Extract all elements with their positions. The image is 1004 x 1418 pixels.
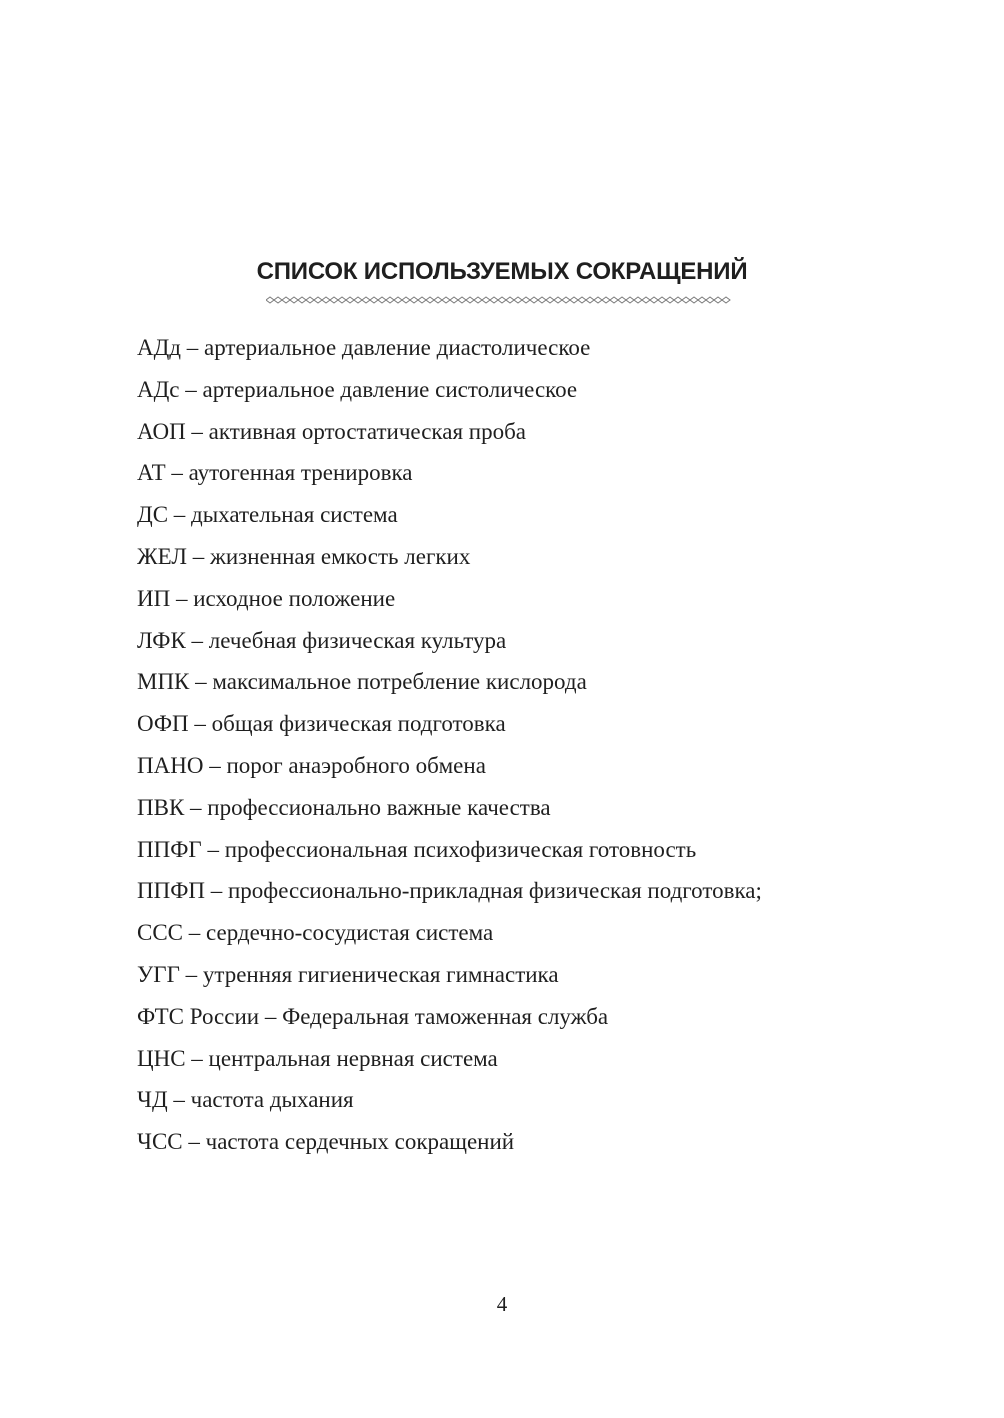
ornament-diamond [418, 297, 426, 303]
ornament-diamond [554, 297, 562, 303]
ornament-diamond [282, 297, 290, 303]
ornament-diamond [706, 297, 714, 303]
page-number: 4 [496, 1292, 508, 1316]
ornament-diamond [506, 297, 514, 303]
ornament-diamond [314, 297, 322, 303]
ornament-diamond [458, 297, 466, 303]
list-item: АДд – артериальное давление диастолическое [137, 335, 591, 360]
ornament-diamond [578, 297, 586, 303]
heading-ornament [266, 293, 736, 307]
list-item: ЛФК – лечебная физическая культура [137, 627, 507, 653]
ornament-diamond [394, 297, 402, 303]
ornament-diamond [714, 297, 722, 303]
ornament-diamond [610, 297, 618, 303]
ornament-diamond [522, 297, 530, 303]
ornament-diamond [362, 297, 370, 303]
list-item: ДС – дыхательная система [137, 502, 398, 528]
list-item: ППФГ – профессиональная психофизическая готовность [137, 836, 697, 862]
list-item: ССС – сердечно-сосудистая система [137, 920, 494, 946]
ornament-diamond [370, 297, 378, 303]
ornament-diamond [386, 297, 394, 303]
ornament-diamond [322, 297, 330, 303]
ornament-diamond [482, 297, 490, 303]
ornament-diamond [586, 297, 594, 303]
ornament-diamond [658, 297, 666, 303]
list-item: ПВК – профессионально важные качества [137, 794, 551, 820]
ornament-diamond [378, 297, 386, 303]
ornament-diamond [306, 297, 314, 303]
ornament-diamond [602, 297, 610, 303]
ornament-diamond [618, 297, 626, 303]
ornament-diamond [338, 297, 346, 303]
ornament-diamond [546, 297, 554, 303]
list-item: АДс – артериальное давление систолическое [137, 376, 578, 402]
list-item: ППФП – профессионально-прикладная физическая подготовка; [137, 878, 762, 904]
ornament-diamond [498, 297, 506, 303]
ornament-diamond [514, 297, 522, 303]
ornament-diamond [266, 297, 274, 303]
ornament-diamond [594, 297, 602, 303]
ornament-diamond [666, 297, 674, 303]
ornament-diamond [450, 297, 458, 303]
list-item: МПК – максимальное потребление кислорода [137, 669, 587, 695]
list-item: АТ – аутогенная тренировка [137, 460, 413, 486]
ornament-diamond [434, 297, 442, 303]
ornament-diamond [474, 297, 482, 303]
ornament-diamond [290, 297, 298, 303]
ornament-diamond [274, 297, 282, 303]
page-title: СПИСОК ИСПОЛЬЗУЕМЫХ СОКРАЩЕНИЙ [256, 258, 748, 285]
ornament-diamond [330, 297, 338, 303]
ornament-diamond [634, 297, 642, 303]
ornament-diamond [698, 297, 706, 303]
list-item: ЦНС – центральная нервная система [137, 1045, 498, 1071]
ornament-diamond [690, 297, 698, 303]
ornament-diamond [298, 297, 306, 303]
ornament-diamond [346, 297, 354, 303]
ornament-diamond [562, 297, 570, 303]
ornament-diamond [570, 297, 578, 303]
ornament-diamond [722, 297, 730, 303]
ornament-diamond [538, 297, 546, 303]
list-item: ФТС России – Федеральная таможенная служба [137, 1003, 609, 1029]
ornament-diamond [402, 297, 410, 303]
list-item: УГГ – утренняя гигиеническая гимнастика [137, 961, 559, 987]
abbreviation-list [137, 330, 897, 1166]
ornament-diamond [490, 297, 498, 303]
ornament-diamond [642, 297, 650, 303]
ornament-diamond [466, 297, 474, 303]
ornament-diamond [530, 297, 538, 303]
ornament-diamond [354, 297, 362, 303]
list-item: ЖЕЛ – жизненная емкость легких [137, 543, 471, 569]
list-item: АОП – активная ортостатическая проба [137, 418, 527, 444]
list-item: ЧД – частота дыхания [137, 1087, 354, 1113]
ornament-diamond [626, 297, 634, 303]
ornament-diamond [674, 297, 682, 303]
list-item: ИП – исходное положение [137, 585, 396, 611]
ornament-diamond [426, 297, 434, 303]
list-item: ПАНО – порог анаэробного обмена [137, 752, 486, 778]
ornament-diamond [442, 297, 450, 303]
list-item: ОФП – общая физическая подготовка [137, 711, 506, 737]
ornament-diamond [682, 297, 690, 303]
ornament-diamond [410, 297, 418, 303]
list-item: ЧСС – частота сердечных сокращений [137, 1129, 515, 1155]
ornament-diamond [650, 297, 658, 303]
